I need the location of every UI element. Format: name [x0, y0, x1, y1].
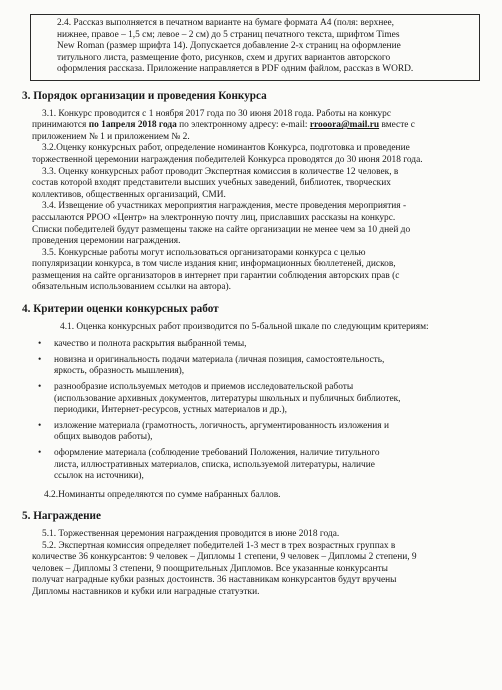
list-item — [36, 355, 484, 378]
text-line: периодики, Интернет-ресурсов, устных материалов и др.), — [54, 405, 287, 416]
text-line: состав которой входят представители высших учебных заведений, библиотек, творческих — [32, 178, 391, 189]
text-run: принимаются — [32, 120, 89, 131]
email-link[interactable]: rrooora@mail.ru — [309, 120, 380, 131]
list-item — [36, 421, 484, 444]
text-line: количестве 36 конкурсантов: 9 человек – Дипломы 1 степени, 9 человек – Дипломы 2 степени, 9 — [32, 552, 417, 563]
list-item — [36, 339, 484, 351]
section-5-heading: 5. Награждение — [22, 510, 101, 523]
text-line: 3.1. Конкурс проводится с 1 ноября 2017 года по 30 июня 2018 года. Работы на конкурс — [42, 108, 391, 119]
text-line: общих выводов работы), — [54, 432, 153, 443]
text-line: 3.3. Оценку конкурсных работ проводит Экспертная комиссия в количестве 12 человек, в — [42, 166, 399, 177]
text-line: новизна и оригинальность подачи материала (личная позиция, самостоятельность, — [54, 354, 385, 365]
text-line: качество и полнота раскрытия выбранной темы, — [54, 339, 247, 350]
bullet-icon: • — [38, 354, 42, 365]
text-line: (использование архивных документов, литературы школьных и публичных библиотек, — [54, 393, 401, 404]
text-line: 4.1. Оценка конкурсных работ производится по 5-бальной шкале по следующим критериям: — [60, 321, 429, 332]
bullet-icon: • — [38, 448, 42, 458]
text-line: 3.2.Оценку конкурсных работ, определение номинантов Конкурса, подготовка и проведение — [42, 143, 410, 154]
criteria-list — [32, 339, 484, 483]
text-line: приложением № 1 и приложением № 2. — [32, 131, 190, 142]
text-line: оформление материала (соблюдение требований Положения, наличие титульного — [54, 448, 380, 458]
text-line: 5.1. Торжественная церемония награждения проводится в июне 2018 года. — [42, 528, 340, 539]
bullet-icon: • — [38, 382, 42, 393]
list-item — [36, 448, 484, 483]
section-4-body — [32, 322, 484, 502]
text-line-with-email — [32, 120, 484, 132]
text-run: вместе с — [379, 120, 415, 131]
text-line: листа, иллюстративных материалов, списка, используемой литературы, наличие — [54, 459, 375, 470]
section-4-heading: 4. Критерии оценки конкурсных работ — [22, 303, 219, 316]
text-line: Списки победителей будут размещены также на сайте организации не менее чем за 10 дней до — [32, 224, 411, 235]
boxed-paragraph-2-4 — [30, 14, 480, 81]
text-line: ссылок на источники), — [54, 471, 144, 482]
text-line: рассылаются РРОО «Центр» на электронную почту лиц, приславших рассказы на конкурс. — [32, 212, 396, 223]
text-line: размещения на сайте организаторов в интернет при гарантии соблюдения авторских прав (с — [32, 270, 400, 281]
section-3-heading: 3. Порядок организации и проведения Конкурса — [22, 89, 267, 102]
text-line: коллективов, общественных организаций, СМИ. — [32, 189, 226, 200]
text-line: 3.4. Извещение об участниках мероприятия награждения, месте проведения мероприятия - — [42, 201, 407, 212]
text-line: 3.5. Конкурсные работы могут использоваться организаторами конкурса с целью — [42, 247, 366, 258]
section-3-body — [32, 109, 484, 295]
list-item — [36, 382, 484, 417]
text-line: человек – Дипломы 3 степени, 9 поощрительных Дипломов. Все указанные конкурсанты — [32, 563, 388, 574]
text-line: оформления рассказа. Приложение направляется в PDF одним файлом, рассказ в WORD. — [57, 64, 414, 75]
text-line: 2.4. Рассказ выполняется в печатном варианте на бумаге формата А4 (поля: верхнее, — [57, 18, 395, 28]
text-line: нижнее, правое – 1,5 см; левое – 2 см) до 5 страниц печатного текста, шрифтом Times — [57, 29, 400, 40]
bullet-icon: • — [38, 339, 42, 350]
text-line: изложение материала (грамотность, логичность, аргументированность изложения и — [54, 420, 389, 431]
text-line: Дипломы наставников и кубки или наградные статуэтки. — [32, 586, 260, 597]
text-line: титульного листа, размещение фото, рисунков, схем и других вариантов авторского — [57, 52, 391, 63]
bullet-icon: • — [38, 420, 42, 431]
section-5-body — [32, 529, 484, 599]
text-line: торжественной церемонии награждения победителей Конкурса проводятся до 30 июня 2018 года. — [32, 154, 423, 165]
text-line: популяризации конкурса, в том числе издания книг, информационных бюллетеней, дисков, — [32, 259, 396, 270]
text-line: New Roman (размер шрифта 14). Допускается добавление 2-х страниц на оформление — [57, 41, 401, 52]
deadline-date: по 1апреля 2018 года — [88, 120, 177, 131]
text-line: проведения церемонии награждения. — [32, 236, 181, 247]
text-line: получат наградные кубки разных достоинств. 36 наставникам конкурсантов будут вручены — [32, 575, 397, 586]
text-line: 4.2.Номинанты определяются по сумме набранных баллов. — [44, 489, 281, 500]
text-run: по электронному адресу: e-mail: — [176, 120, 310, 131]
text-line: разнообразие используемых методов и приемов исследовательской работы — [54, 382, 354, 393]
text-line: яркость, образность мышления), — [54, 366, 185, 377]
text-line: обязательным использованием ссылки на автора). — [32, 282, 232, 293]
text-line: 5.2. Экспертная комиссия определяет победителей 1-3 мест в трех возрастных группах в — [42, 540, 396, 551]
